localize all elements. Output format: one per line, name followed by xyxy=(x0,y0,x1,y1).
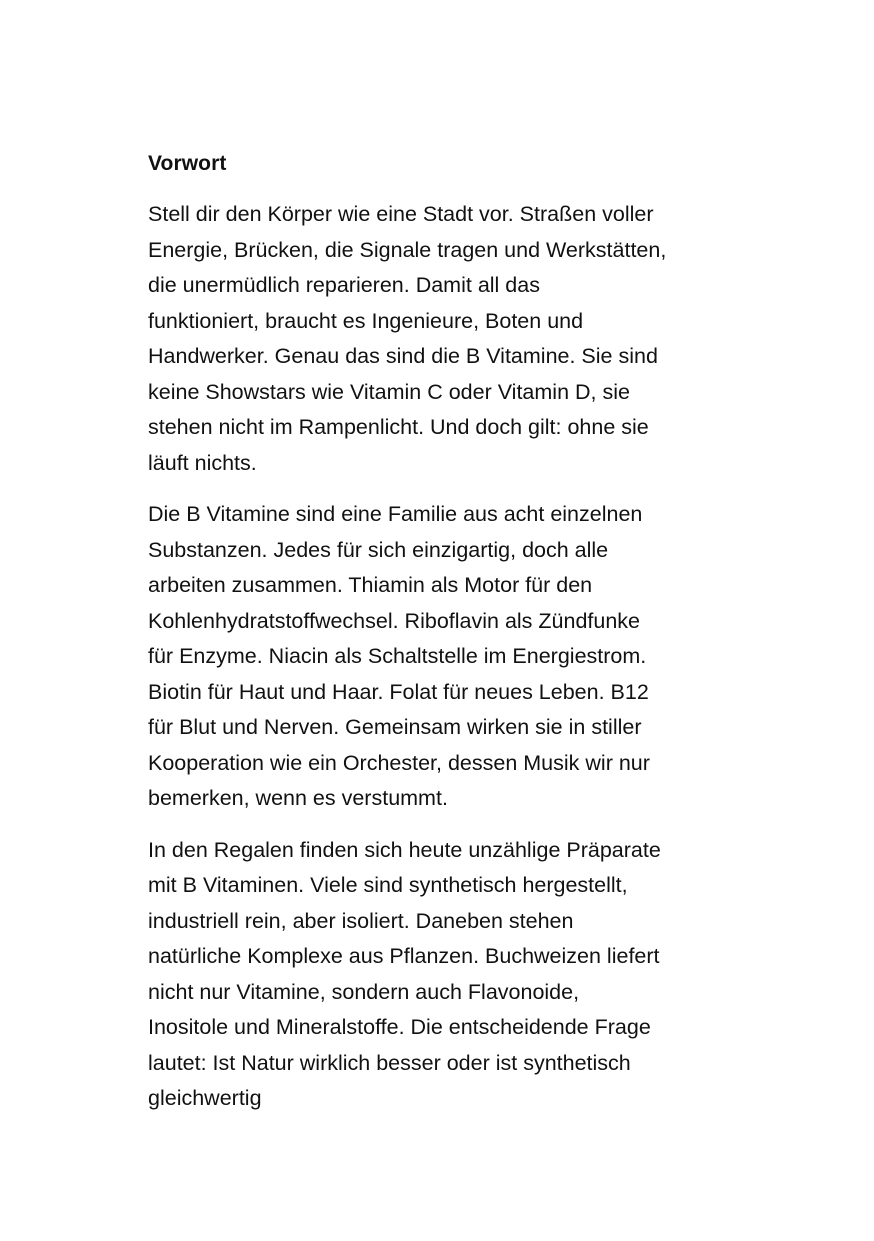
text-line: Biotin für Haut und Haar. Folat für neues Leben. B12 xyxy=(148,679,649,704)
text-line: mit B Vitaminen. Viele sind synthetisch hergestellt, xyxy=(148,873,628,897)
paragraph-1 xyxy=(148,197,738,481)
text-line: In den Regalen finden sich heute unzählige Präparate xyxy=(148,837,661,862)
text-line: bemerken, wenn es verstummt. xyxy=(148,786,448,810)
text-line: nicht nur Vitamine, sondern auch Flavonoide, xyxy=(148,979,580,1004)
text-line: natürliche Komplexe aus Pflanzen. Buchweizen liefert xyxy=(148,944,660,968)
text-line: Kohlenhydratstoffwechsel. Riboflavin als Zündfunke xyxy=(148,608,641,633)
text-line: gleichwertig xyxy=(148,1086,262,1110)
text-line: Handwerker. Genau das sind die B Vitamine. Sie sind xyxy=(148,344,658,368)
text-line: für Enzyme. Niacin als Schaltstelle im Energiestrom. xyxy=(148,644,647,668)
text-line: arbeiten zusammen. Thiamin als Motor für den xyxy=(148,573,593,597)
text-line: Energie, Brücken, die Signale tragen und Werkstätten, xyxy=(148,237,667,262)
text-line: funktioniert, braucht es Ingenieure, Boten und xyxy=(148,308,584,333)
section-heading: Vorwort xyxy=(148,152,227,175)
document-page xyxy=(148,146,738,1133)
text-line: die unermüdlich reparieren. Damit all das xyxy=(148,273,540,297)
text-line: für Blut und Nerven. Gemeinsam wirken sie in stiller xyxy=(148,715,642,739)
paragraph-2 xyxy=(148,497,738,817)
text-line: Die B Vitamine sind eine Familie aus acht einzelnen xyxy=(148,502,643,526)
text-line: Substanzen. Jedes für sich einzigartig, doch alle xyxy=(148,537,609,562)
text-line: Kooperation wie ein Orchester, dessen Musik wir nur xyxy=(148,750,650,775)
text-line: lautet: Ist Natur wirklich besser oder ist synthetisch xyxy=(148,1050,631,1075)
text-line: Inositole und Mineralstoffe. Die entscheidende Frage xyxy=(148,1015,651,1039)
paragraph-3 xyxy=(148,833,738,1117)
text-line: industriell rein, aber isoliert. Daneben stehen xyxy=(148,908,574,933)
text-line: stehen nicht im Rampenlicht. Und doch gilt: ohne sie xyxy=(148,415,649,439)
text-line: Stell dir den Körper wie eine Stadt vor. Straßen voller xyxy=(148,202,654,226)
text-line: keine Showstars wie Vitamin C oder Vitamin D, sie xyxy=(148,379,630,404)
text-line: läuft nichts. xyxy=(148,450,257,475)
